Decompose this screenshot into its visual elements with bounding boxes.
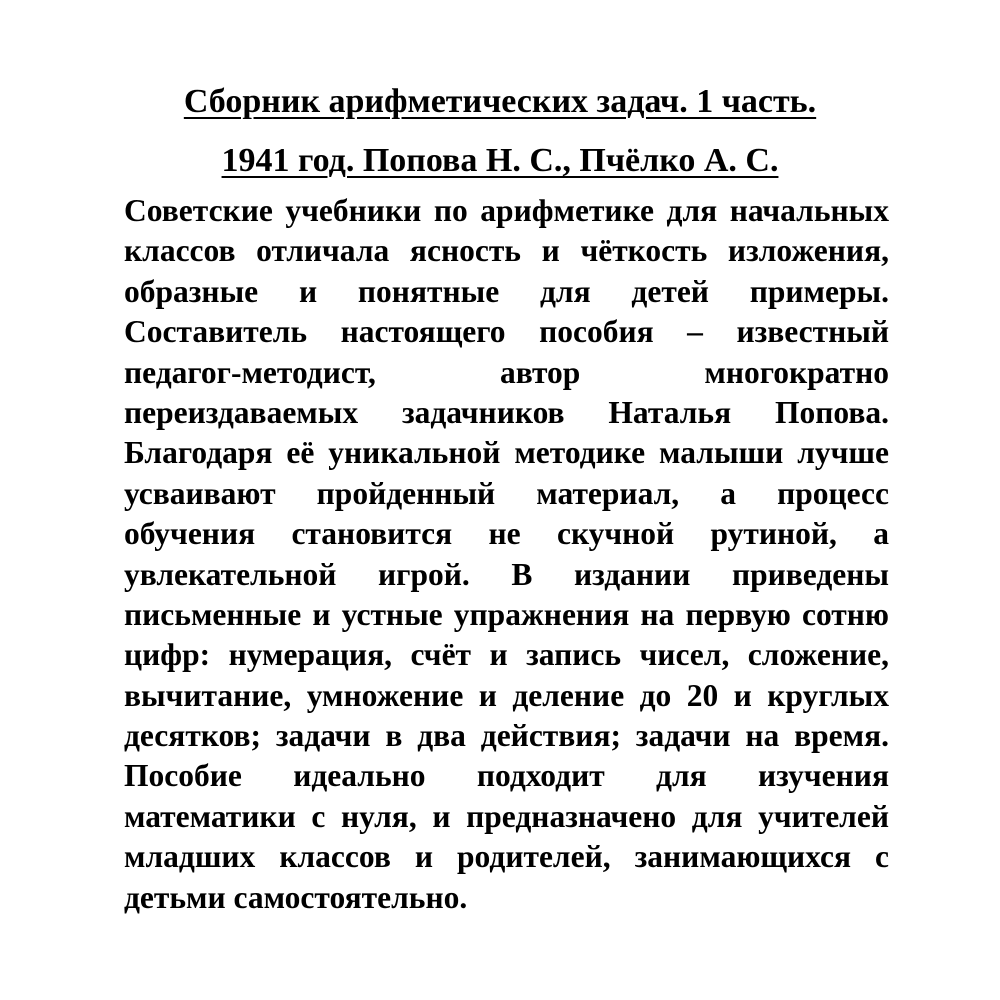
paragraph-line: Составитель настоящего пособия – известный [124, 314, 889, 350]
paragraph-line: педагог-методист, автор многократно [124, 354, 889, 390]
paragraph-line: десятков; задачи в два действия; задачи на время. [124, 718, 889, 754]
paragraph-line: образные и понятные для детей примеры. [124, 273, 889, 309]
paragraph-line: Благодаря её уникальной методике малыши лучше [124, 435, 889, 471]
paragraph-line: детьми самостоятельно. [124, 879, 468, 915]
paragraph-line: цифр: нумерация, счёт и запись чисел, сложение, [124, 637, 889, 673]
title-line-2 [0, 141, 1000, 181]
paragraph-line: классов отличала ясность и чёткость изложения, [124, 233, 889, 269]
paragraph-line: Пособие идеально подходит для изучения [124, 758, 889, 794]
paragraph-line: младших классов и родителей, занимающихся с [124, 839, 889, 875]
paragraph-line: переиздаваемых задачников Наталья Попова. [124, 394, 889, 430]
paragraph-line: обучения становится не скучной рутиной, а [124, 516, 889, 552]
title-text-1: Сборник арифметических задач. 1 часть. [183, 83, 817, 120]
paragraph-line: письменные и устные упражнения на первую сотню [124, 596, 889, 632]
paragraph-line: Советские учебники по арифметике для начальных [124, 193, 889, 228]
title-text-2: 1941 год. Попова Н. С., Пчёлко А. С. [221, 142, 779, 179]
description-paragraph [124, 191, 889, 918]
title-line-1 [0, 82, 1000, 122]
paragraph-line: математики с нуля, и предназначено для учителей [124, 798, 889, 834]
paragraph-line: увлекательной игрой. В издании приведены [124, 556, 889, 592]
paragraph-line: усваивают пройденный материал, а процесс [124, 475, 889, 511]
paragraph-line: вычитание, умножение и деление до 20 и круглых [124, 677, 889, 713]
